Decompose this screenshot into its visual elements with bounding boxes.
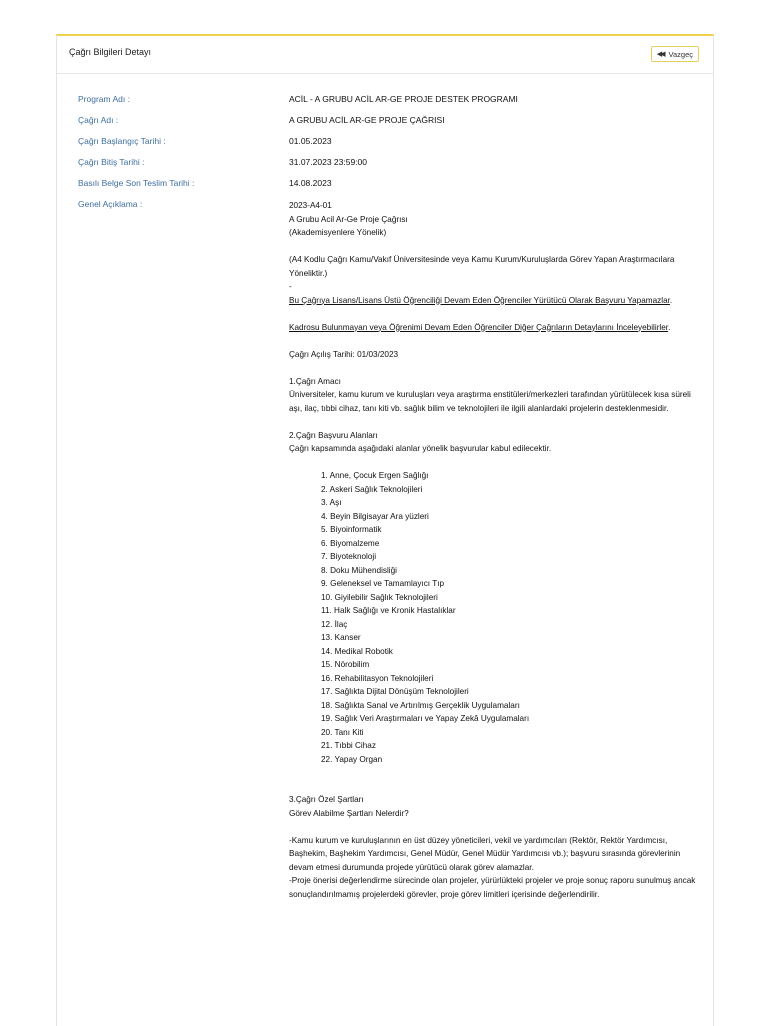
section-purpose-title: 1.Çağrı Amacı	[289, 376, 341, 386]
list-item: 7. Biyoteknoloji	[321, 552, 377, 561]
other-calls-link[interactable]: Kadrosu Bulunmayan veya Öğrenimi Devam Eden Öğrenciler Diğer Çağrıların Detaylarını İnceleyebilirler	[289, 322, 669, 332]
list-item: 2. Askeri Sağlık Teknolojileri	[321, 484, 423, 494]
other-calls-link-row: Kadrosu Bulunmayan veya Öğrenimi Devam Eden Öğrenciler Diğer Çağrıların Detaylarını İnceleyebilirler.	[289, 322, 671, 332]
field-label: Genel Açıklama :	[78, 199, 143, 209]
field-value: 14.08.2023	[289, 178, 332, 188]
separator-dash: -	[289, 282, 292, 291]
students-not-eligible-link[interactable]: Bu Çağrıya Lisans/Lisans Üstü Öğrenciliği Devam Eden Öğrenciler Yürütücü Olarak Başvuru Yapamazlar	[289, 295, 670, 305]
field-value: ACİL - A GRUBU ACİL AR-GE PROJE DESTEK PROGRAMI	[289, 94, 518, 104]
eligibility-link-row: Bu Çağrıya Lisans/Lisans Üstü Öğrenciliği Devam Eden Öğrenciler Yürütücü Olarak Başvuru Yapamazlar.	[289, 295, 673, 305]
call-title: A Grubu Acil Ar-Ge Proje Çağrısı	[289, 214, 408, 224]
list-item: 4. Beyin Bilgisayar Ara yüzleri	[321, 511, 429, 521]
cancel-button[interactable]	[651, 46, 699, 62]
call-note: (A4 Kodlu Çağrı Kamu/Vakıf Üniversitesinde veya Kamu Kurum/Kuruluşlarda Görev Yapan Araştırmacılara Yöneliktir.)	[289, 255, 675, 278]
call-subtitle: (Akademisyenlere Yönelik)	[289, 228, 387, 237]
section-conditions-title: 3.Çağrı Özel Şartları	[289, 795, 364, 804]
list-item: 6. Biyomalzeme	[321, 538, 380, 548]
cancel-label: Vazgeç	[668, 49, 693, 59]
list-item: 5. Biyoinformatik	[321, 525, 382, 534]
field-label: Çağrı Bitiş Tarihi :	[78, 157, 145, 167]
list-item: 14. Medikal Robotik	[321, 646, 393, 656]
description-content	[289, 199, 699, 901]
field-label: Basılı Belge Son Teslim Tarihi :	[78, 178, 195, 188]
section-areas-text: Çağrı kapsamında aşağıdaki alanlar yönelik başvurular kabul edilecektir.	[289, 444, 552, 453]
conditions-paragraph: -Proje önerisi değerlendirme sürecinde olan projeler, yürürlükteki projeler ve proje sonuç raporu sunulmuş ancak sonuçlandırılmamış projelerdeki görevler, proje görev limitleri içerisinde değerlendirilir.	[289, 876, 696, 899]
opening-date: Çağrı Açılış Tarihi: 01/03/2023	[289, 349, 399, 359]
list-item: 15. Nörobilim	[321, 660, 370, 669]
list-item: 13. Kanser	[321, 633, 361, 642]
field-value: 31.07.2023 23:59:00	[289, 157, 367, 167]
list-item: 8. Doku Mühendisliği	[321, 565, 398, 575]
areas-list	[289, 469, 699, 766]
field-value: 01.05.2023	[289, 136, 332, 146]
list-item: 9. Geleneksel ve Tamamlayıcı Tıp	[321, 579, 445, 588]
field-label: Program Adı :	[78, 94, 130, 104]
list-item: 22. Yapay Organ	[321, 754, 383, 764]
list-item: 1. Anne, Çocuk Ergen Sağlığı	[321, 471, 429, 480]
field-label: Çağrı Başlangıç Tarihi :	[78, 136, 166, 146]
list-item: 17. Sağlıkta Dijital Dönüşüm Teknolojileri	[321, 687, 469, 696]
section-areas-title: 2.Çağrı Başvuru Alanları	[289, 430, 378, 440]
list-item: 21. Tıbbi Cihaz	[321, 741, 376, 750]
list-item: 18. Sağlıkta Sanal ve Artırılmış Gerçeklik Uygulamaları	[321, 700, 520, 710]
section-purpose-text: Üniversiteler, kamu kurum ve kuruluşları veya araştırma enstitüleri/merkezleri tarafından yürütülecek kısa süreli aşı, ilaç, tıbbi cihaz, tanı kiti vb. sağlık bilim ve teknolojileri ile ilgili alanlardaki projelerin desteklenmesidir.	[289, 390, 691, 413]
list-item: 10. Giyilebilir Sağlık Teknolojileri	[321, 592, 438, 602]
panel-title: Çağrı Bilgileri Detayı	[69, 47, 152, 57]
section-conditions-subtitle: Görev Alabilme Şartları Nelerdir?	[289, 808, 409, 818]
call-code: 2023-A4-01	[289, 201, 332, 210]
double-chevron-left-icon: ◀◀	[656, 51, 664, 58]
field-label: Çağrı Adı :	[78, 115, 119, 125]
list-item: 19. Sağlık Veri Araştırmaları ve Yapay Zekâ Uygulamaları	[321, 714, 530, 723]
list-item: 11. Halk Sağlığı ve Kronik Hastalıklar	[321, 606, 456, 615]
list-item: 16. Rehabilitasyon Teknolojileri	[321, 673, 434, 683]
conditions-paragraph: -Kamu kurum ve kuruluşlarının en üst düzey yöneticileri, vekil ve yardımcıları (Rektör, Rektör Yardımcısı, Başhekim, Başhekim Yardımcısı, Genel Müdür, Genel Müdür Yardımcısı vb.); başvuru sırasında görevlerinin devam etmesi durumunda projede yürütücü olarak görev alamazlar.	[289, 835, 681, 872]
field-value: A GRUBU ACİL AR-GE PROJE ÇAĞRISI	[289, 115, 445, 125]
call-detail-panel	[56, 34, 714, 1026]
list-item: 3. Aşı	[321, 498, 342, 507]
panel-header	[57, 36, 713, 74]
list-item: 12. İlaç	[321, 619, 348, 629]
list-item: 20. Tanı Kiti	[321, 727, 364, 737]
